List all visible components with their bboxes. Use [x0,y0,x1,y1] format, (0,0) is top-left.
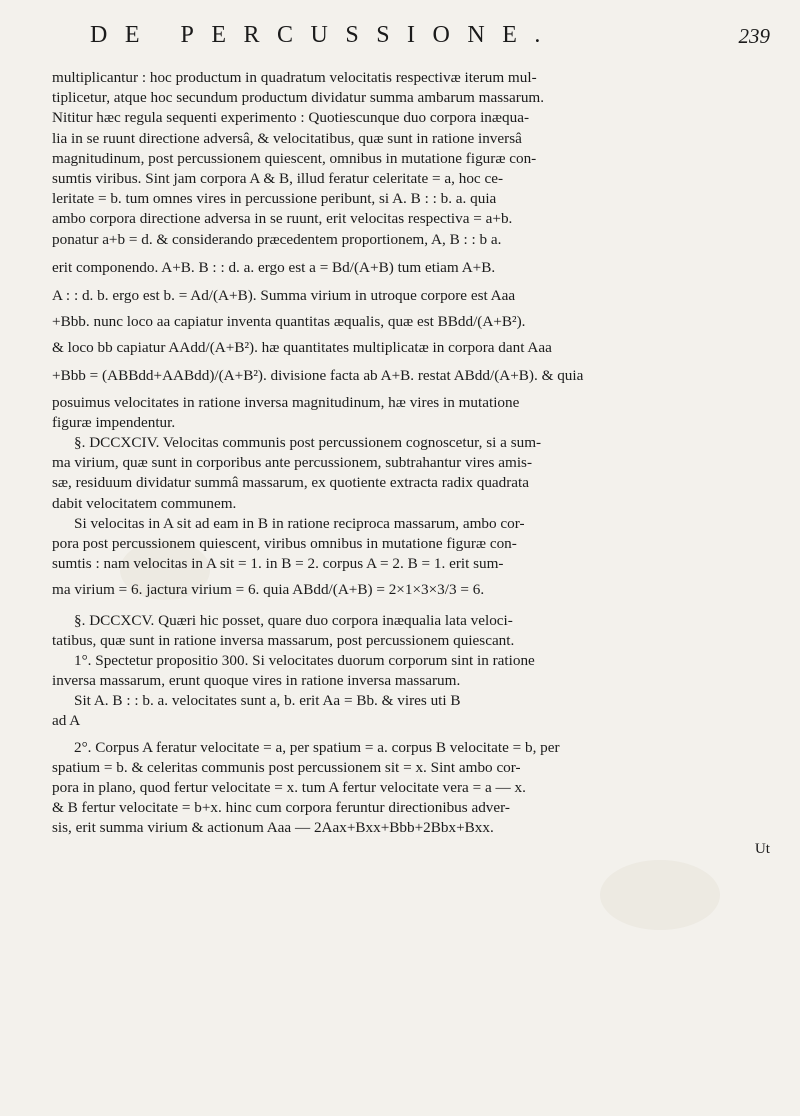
text-line: ambo corpora directione adversa in se ruunt, erit velocitas respectiva = a+b. [52,210,513,228]
text-line: sumtis : nam velocitas in A sit = 1. in B = 2. corpus A = 2. B = 1. erit sum- [52,555,504,573]
paper-stain [600,860,720,930]
text-line: +Bbb. nunc loco aa capiatur inventa quantitas æqualis, quæ est BBdd/(A+B²). [52,313,526,331]
text-line: multiplicantur : hoc productum in quadratum velocitatis respectivæ iterum mul- [52,69,537,86]
text-line: lia in se ruunt directione adversâ, & velocitatibus, quæ sunt in ratione inversâ [52,129,522,147]
text-line: ma virium = 6. jactura virium = 6. quia ABdd/(A+B) = 2×1×3×3/3 = 6. [52,581,485,599]
text-line: sis, erit summa virium & actionum Aaa — 2Aax+Bxx+Bbb+2Bbx+Bxx. [52,819,494,837]
text-line: & loco bb capiatur AAdd/(A+B²). hæ quantitates multiplicatæ in corpora dant Aaa [52,339,552,357]
section-line: §. DCCXCV. Quæri hic posset, quare duo corpora inæqualia lata veloci- [74,611,513,629]
text-line: inversa massarum, erunt quoque vires in ratione inversa massarum. [52,672,461,690]
running-title: DE PERCUSSIONE. [90,22,558,48]
text-line: tiplicetur, atque hoc secundum productum dividatur summa ambarum massarum. [52,89,545,107]
text-line: Si velocitas in A sit ad eam in B in ratione reciproca massarum, ambo cor- [74,514,525,532]
text-line: & B fertur velocitate = b+x. hinc cum corpora feruntur directionibus adver- [52,799,510,817]
page-body [52,68,770,859]
text-line: magnitudinum, post percussionem quiescent, omnibus in mutatione figuræ con- [52,149,537,167]
page-number: 239 [738,24,770,48]
text-line: spatium = b. & celeritas communis post percussionem sit = x. Sint ambo cor- [52,758,521,776]
text-line: pora post percussionem quiescent, viribus omnibus in mutatione figuræ con- [52,534,517,552]
text-line: erit componendo. A+B. B : : d. a. ergo est a = Bd/(A+B) tum etiam A+B. [52,258,496,276]
section-line: §. DCCXCIV. Velocitas communis post percussionem cognoscetur, si a sum- [74,434,542,451]
text-line: ma virium, quæ sunt in corporibus ante percussionem, subtrahantur vires amis- [52,454,533,472]
text-line: Nititur hæc regula sequenti experimento : Quotiescunque duo corpora inæqua- [52,109,530,127]
text-line: 2°. Corpus A feratur velocitate = a, per spatium = a. corpus B velocitate = b, per [74,738,560,756]
text-line: pora in plano, quod fertur velocitate = x. tum A fertur velocitate vera = a — x. [52,779,526,796]
page-header [90,22,770,62]
text-line: sæ, residuum dividatur summâ massarum, ex quotiente extracta radix quadrata [52,474,530,492]
text-line: ponatur a+b = d. & considerando præcedentem proportionem, A, B : : b a. [52,230,502,248]
text-line: 1°. Spectetur propositio 300. Si velocitates duorum corporum sint in ratione [74,651,535,669]
text-line: leritate = b. tum omnes vires in percussione peribunt, si A. B : : b. a. quia [52,190,497,208]
text-line: A : : d. b. ergo est b. = Ad/(A+B). Summa virium in utroque corpore est Aaa [52,286,516,304]
text-line: dabit velocitatem communem. [52,494,237,512]
text-line: posuimus velocitates in ratione inversa magnitudinum, hæ vires in mutatione [52,393,520,411]
text-line: sumtis viribus. Sint jam corpora A & B, illud feratur celeritate = a, hoc ce- [52,169,503,187]
text-line: +Bbb = (ABBdd+AABdd)/(A+B²). divisione facta ab A+B. restat ABdd/(A+B). & quia [52,367,584,385]
text-line: figuræ impendentur. [52,413,176,431]
catchword: Ut [754,839,770,857]
text-line: tatibus, quæ sunt in ratione inversa massarum, post percussionem quiescant. [52,631,515,649]
text-line: ad A [52,712,81,730]
text-line: Sit A. B : : b. a. velocitates sunt a, b. erit Aa = Bb. & vires uti B [74,692,461,710]
